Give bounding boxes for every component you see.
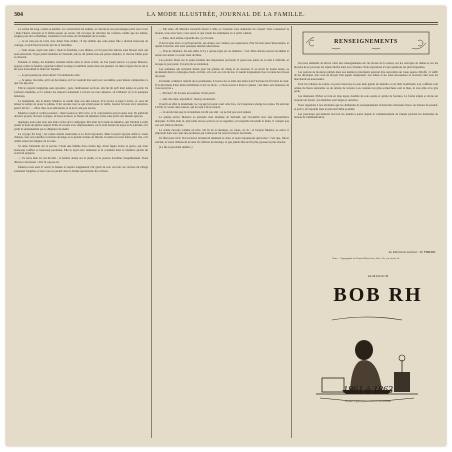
column-divider-2	[291, 26, 292, 438]
paragraph: Un matin, comme il rentrait de sa promenade, il trouva sur sa table une lettre dont l'écriture lui fit battre le cœur. Il la décacheta d'une main tremblante et lut ces mots : « Nous serons à Paris le quinze ; ma mère sera heureuse de vous recevoir. »	[155, 79, 289, 91]
printer-imprint: Paris — Typographie de Firmin Didot frères, fils et Cie, rue Jacob, 56.	[332, 257, 400, 260]
text-column-3	[294, 62, 438, 248]
paragraph: Sa tante l'attendait sur le perron. C'était une femme d'un certain âge, d'une figure douce et grave, qui avait beaucoup souffert et beaucoup pardonné. Elle le reçut avec tendresse et le conduisit dans la chambre qu'elle lui avait fait préparer.	[14, 144, 148, 156]
paragraph: Les semaines qui suivirent furent pour lui pleines de calme et de douceur. Il se levait de bonne heure, se promenait dans la campagne, lisait, écrivait, et le soir, au coin du feu, il causait longuement avec sa tante des choses du passé.	[155, 66, 289, 79]
almanac-credit: Dessiné et gravé pour LA MODE ILLUSTRÉE	[345, 400, 391, 403]
paragraph: — Je ne suis pas de votre avis, disait l'une d'elles ; il me semble que cette jeune fille a montré beaucoup de courage, et qu'il faut lui savoir gré de sa franchise.	[14, 39, 148, 47]
paragraph: Le voyage fut long ; les routes étaient mauvaises et le froid rigoureux. Mais lorsqu'il aperçut enfin le vieux château, avec ses tourelles couvertes de neige et sa grande avenue de tilleuls, il sentit son cœur battre plus vite, et il oublia toutes les fatigues de la route.	[14, 131, 148, 144]
paragraph: — Tu seras bien ici, lui dit-elle ; la fenêtre donne sur le jardin, et tu pourras travailler tranquillement. Nous dînons à six heures ; d'ici là, repose-toi.	[14, 156, 148, 164]
paragraph: Ici finit notre récit. Nos lectrices devineront aisément le reste, et nous n'ajouterons qu'un mot : c'est que, l'hiver suivant, le vieux château de la tante vit célébrer un mariage, et que jamais fête ne fut plus joyeuse ni plus sincère.	[155, 136, 289, 144]
paragraph: (La fin au prochain numéro.)	[159, 145, 193, 150]
paragraph: Les personnes qui désirent recevoir les numéros parus depuis le commencement de l'année peuvent les demander au bureau de l'administration.	[294, 111, 438, 120]
paragraph: — Vois-tu, Maurice, dit-elle enfin, il n'y a qu'une règle en ces matières : c'est d'être sincère envers soi-même et envers les autres. Le reste vient de Dieu.	[155, 49, 289, 58]
paragraph: Le quinze arriva. Maurice se présenta chez madame de Verneuil, qui l'accueillit avec une bienveillance marquée. Sa fille était là, plus belle encore qu'il ne se la rappelait, et lorsqu'elle lui tendit la main, il comprit que son sort allait se décider.	[155, 115, 289, 127]
column-divider-1	[151, 26, 152, 438]
paragraph: — À quoi penses-tu, mon enfant ? lui demanda-t-elle.	[18, 72, 81, 77]
editor-signature: Le Directeur-Gérant : W. FIRMIN.	[388, 250, 436, 254]
paragraph: — Je pense, ma mère, qu'il est des heures où l'on voudrait être seul avec soi-même, pour mieux comprendre ce que l'on éprouve.	[14, 77, 148, 86]
paragraph: La soirée s'écoula comme un rêve. On fit de la musique, on causa, on rit ; et lorsque Maurice se retira, il emportait dans son cœur une promesse qui valait pour lui tous les trésors du monde.	[155, 127, 289, 136]
paragraph: Maurice rougit et voulut protester ; mais Gaston se mit à rire, et la conversation prit un autre tour. Ils parlèrent de leurs projets, de leurs voyages, de leurs lectures, et l'heure du déjeuner arriva sans qu'ils s'en fussent aperçus.	[14, 110, 148, 119]
page-header	[14, 10, 438, 22]
paragraph: — Oui, ma tante, répondit-il ; mais je reviendrai.	[159, 96, 216, 101]
text-column-2	[155, 28, 289, 438]
paragraph: Il partit en effet le lendemain. Le voyage lui parut court cette fois, car l'espérance abrège les routes. En arrivant à Paris, il courut chez Gaston, qui le reçut à bras ouverts.	[155, 101, 289, 110]
paragraph: Il lui raconta alors ce qu'il éprouvait, ses doutes, ses craintes, ses espérances. Elle l'écouta sans l'interrompre, et quand il eut fini, elle resta quelques instants silencieuse.	[155, 40, 289, 49]
page-number: 304	[14, 12, 23, 18]
paragraph: Pendant ce temps, les hommes s'étaient retirés dans le salon voisin, où l'on jouait encore. Le jeune Maurice, appuyé contre la fenêtre, regardait tomber la neige et semblait perdu dans ses pensées. Sa mère s'approcha de lui et lui posa doucement la main sur l'épaule.	[14, 60, 148, 72]
paragraph: Le roman fut long, confus et pénible. La conversation fut animée, et chacun de ses personnages parla tour à tour ; mais l'heure avançait et il fallait penser au retour. On s'occupa de chercher les voitures, tandis que les dames, rangées près de la cheminée, causaient à voix basse de l'événement de la soirée.	[14, 28, 148, 39]
paragraph: Pour les toilettes de soirée, on porte beaucoup la soie unie garnie de dentelle ou de tulle bouillonné. Les coiffures sont ornées de fleurs naturelles ou de rubans de velours. Les couleurs les plus recherchées sont le bleu, le rose pâle et le gris perle.	[294, 81, 438, 94]
paragraph: — Eh bien ! dit la tante en souriant, il faut partir.	[159, 91, 216, 96]
paragraph: Ces paroles firent sur le jeune homme une impression profonde. Il passa une partie de la nuit à réfléchir, et lorsque le jour parut, il avait pris sa résolution.	[155, 58, 289, 66]
paragraph: — Je savais bien que tu reviendrais, lui dit son ami ; on ne fuit pas son bonheur.	[159, 110, 252, 115]
paragraph: Elle le regarda longtemps sans répondre ; puis, l'embrassant au front, elle lui dit qu'il était temps de partir. Ils sortirent ensemble, et la voiture les emporta lentement à travers les rues désertes, où brillaient çà et là quelques lanternes.	[14, 86, 148, 98]
renseignements-title: RENSEIGNEMENTS	[314, 36, 418, 48]
paragraph: Les manteaux d'hiver se font en drap épais, doublés de soie ouatée et garnis de fourrure. La forme ample et droite est toujours en faveur ; les manches sont larges et ouvertes.	[294, 94, 438, 102]
paragraph: Nous rappelons à nos abonnées que les demandes de renseignements doivent être adressées franco au bureau du journal, et qu'il y est répondu dans le plus bref délai possible.	[294, 102, 438, 111]
header-rule-thin	[14, 24, 438, 25]
paragraph: Maurice resta seul. Il ouvrit la fenêtre et respira longuement l'air glacé du soir. Au loin, les cloches du village sonnaient l'angélus, et leur voix se perdait dans la brume qui montait de la rivière.	[14, 165, 148, 173]
almanac-title: BOB RH	[333, 284, 423, 306]
almanac-subtitle: ALMANACH	[367, 274, 389, 278]
almanac-years: 1861 à 1863	[343, 385, 393, 396]
journal-title: LA MODE ILLUSTRÉE, JOURNAL DE LA FAMILLE.	[146, 12, 306, 18]
paragraph: — Sans doute, reprit une autre ; mais la franchise a ses limites, et l'on peut être sincère sans blesser ceux qui nous entourent. Voyez plutôt madame de Verneuil, elle ne dit jamais rien qui puisse déplaire, et chacun l'aime pour sa douceur.	[14, 47, 148, 60]
paragraph: — Parle, mon enfant, répondit-elle ; je t'écoute.	[159, 35, 214, 40]
paragraph: On nous demande de divers côtés des renseignements sur les modes de la saison, sur les ouvrages de dames et sur les moyens de se procurer les objets décrits dans nos colonnes. Nous répondons ici aux questions les plus fréquentes.	[294, 62, 438, 69]
text-column-1	[14, 28, 148, 438]
paragraph: Les patrons de broderie publiés dans nos numéros précédents peuvent être reproduits sur toute espèce d'étoffe ; il suffit de les décalquer avec soin au moyen d'un papier transparent. Les laines et les soies nécessaires se trouvent chez tous les marchands de nouveautés.	[294, 69, 438, 81]
paragraph: — Ma tante, dit Maurice lorsqu'ils furent à table, je voudrais vous demander un conseil. Vous connaissez le monde, vous avez vécu, vous savez ce que valent les sentiments et ce qu'ils coûtent.	[155, 28, 289, 35]
paragraph: Le lendemain, dès le matin, Maurice se rendit chez son ami Gaston. Il le trouva occupé à écrire, et, sans lui laisser le temps de poser la plume, il lui raconta tout ce qui s'était passé la veille. Gaston l'écouta avec attention, puis il lui dit : — Mon cher, tu es amoureux, et tu ne le sais pas encore.	[14, 98, 148, 110]
header-rule	[14, 22, 438, 23]
paragraph: Quelques jours plus tard, une lettre arriva de la campagne. Elle était de la tante de Maurice, qui l'invitait à venir passer le mois de janvier auprès d'elle. Il accepta avec empressement, car il avait besoin de repos et de solitude, et il partit le surlendemain par la diligence du matin.	[14, 119, 148, 131]
